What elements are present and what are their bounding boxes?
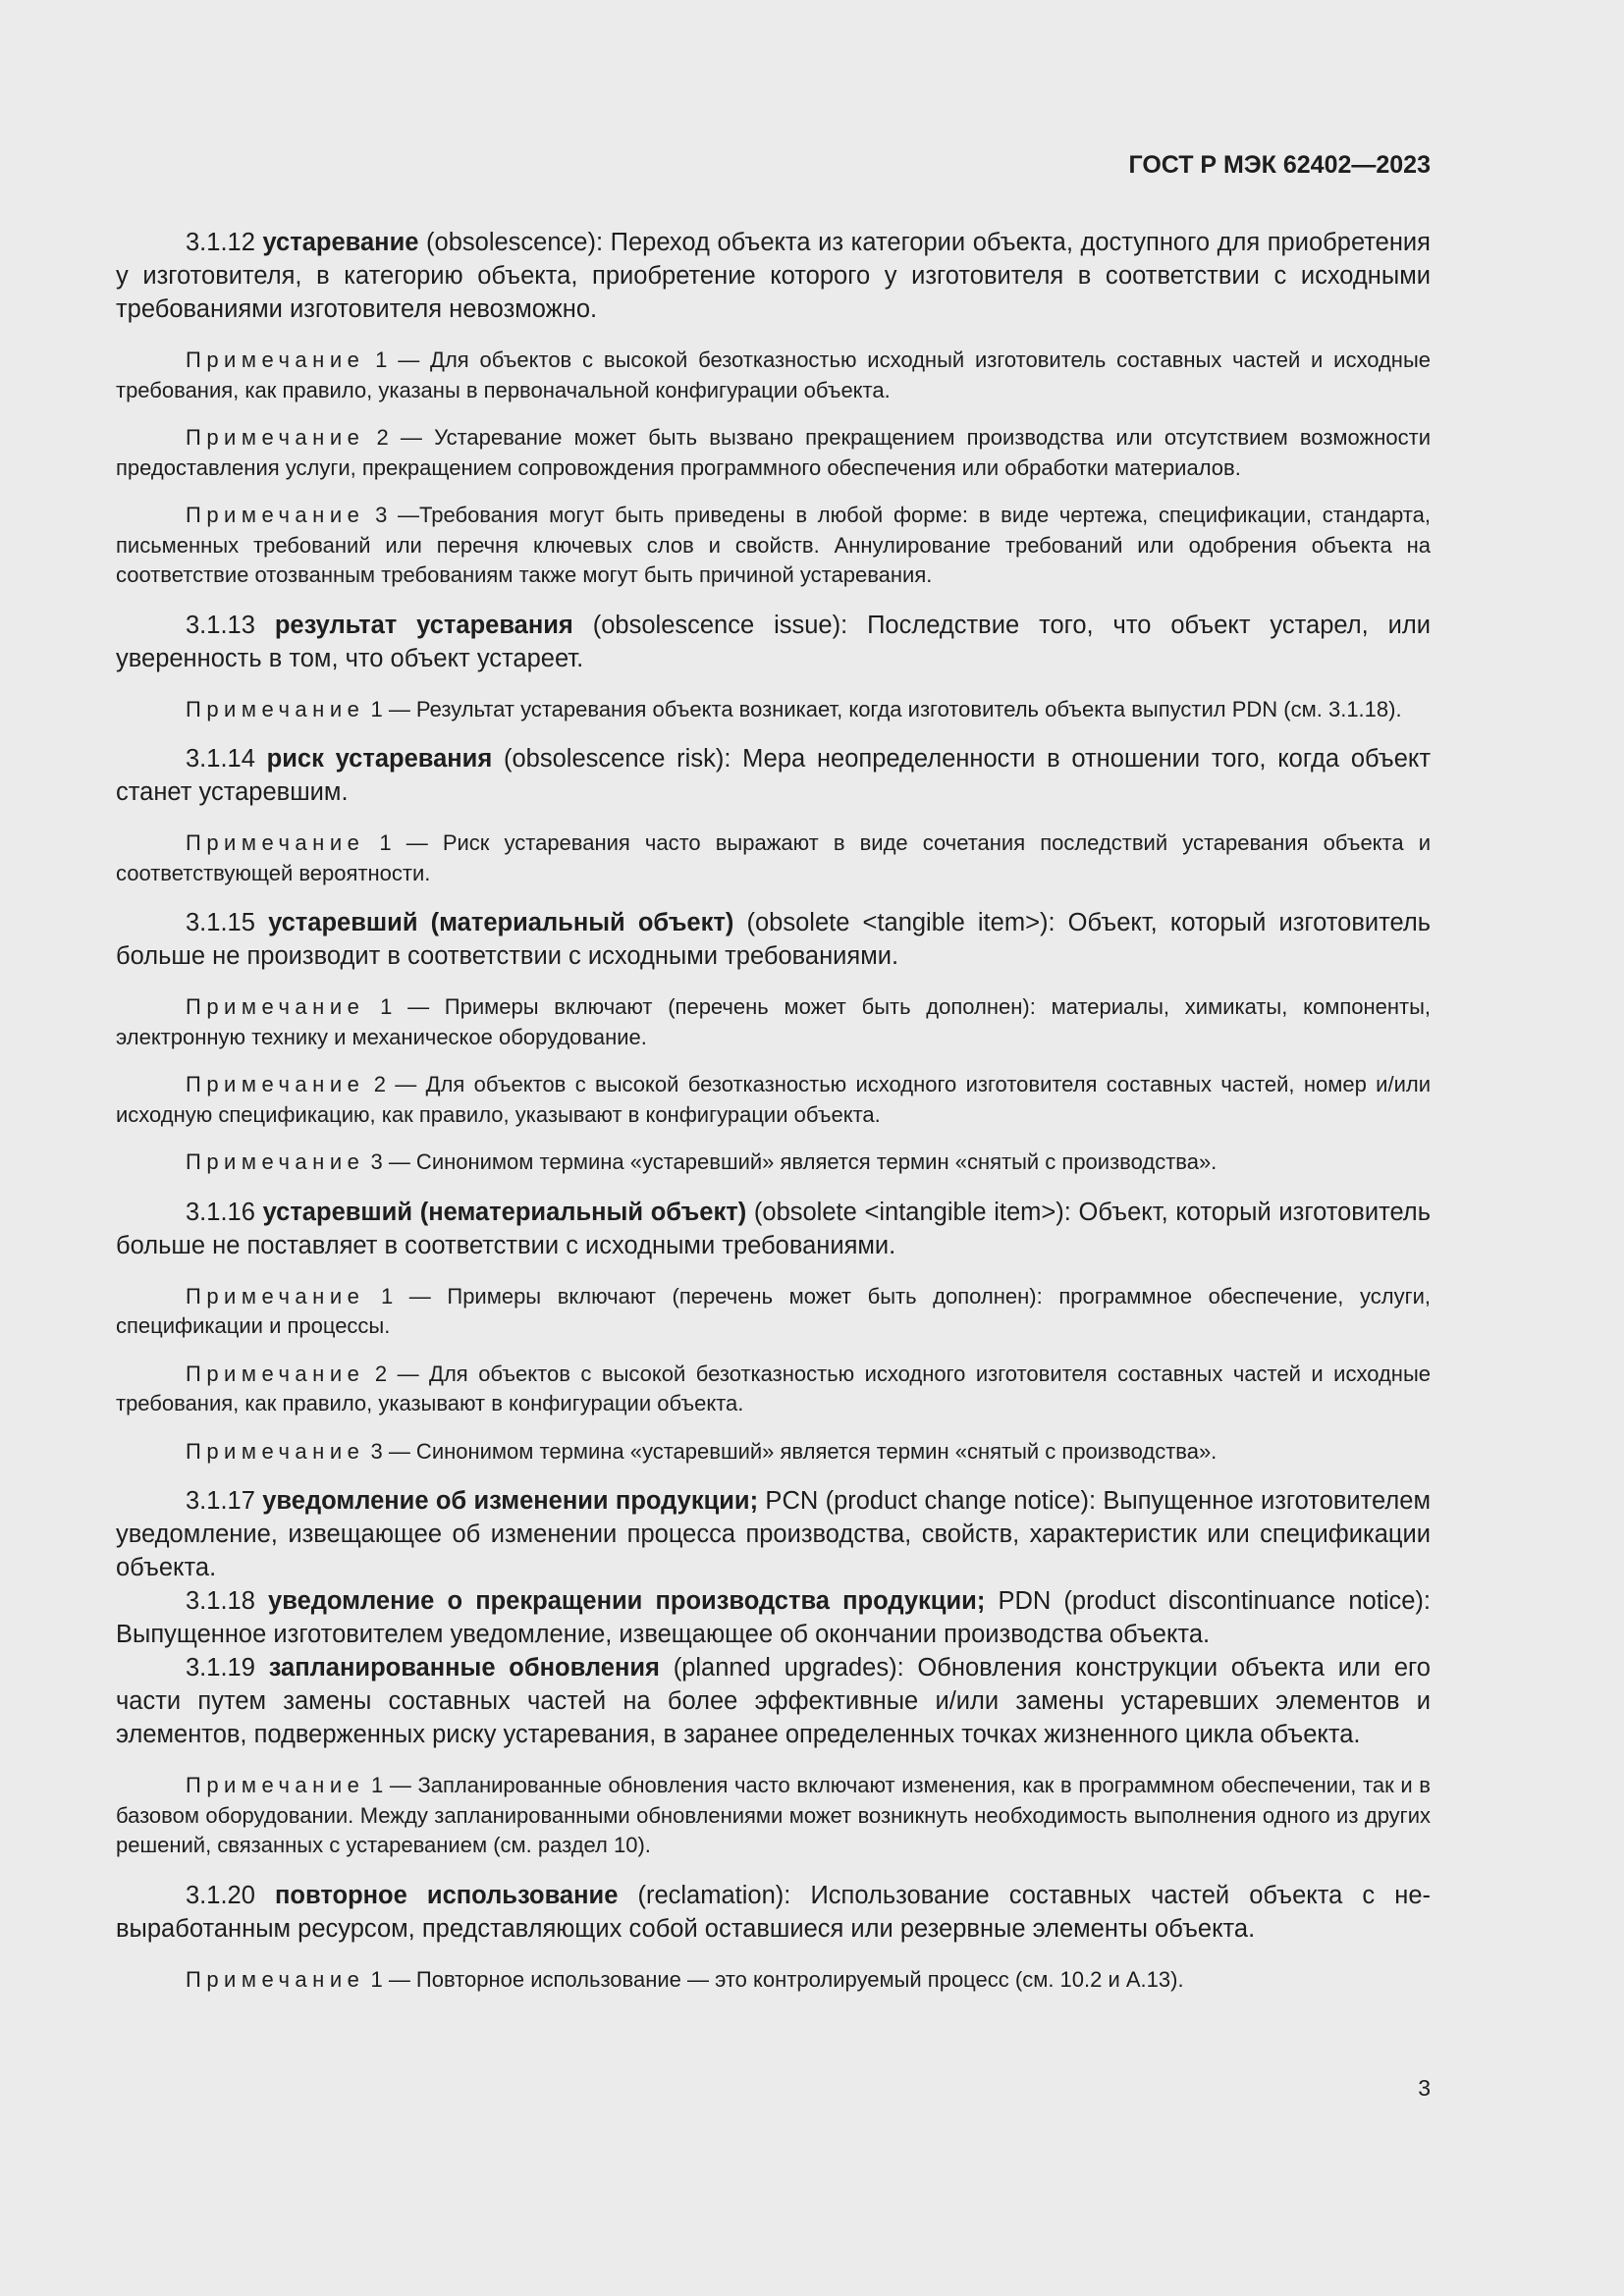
note-text: — Для объектов с высокой безотказностью исходного изготовителя составных частей и исходные требования, как правило, указывают в конфигурации объекта. bbox=[116, 1361, 1431, 1415]
term-entry-3-1-16 bbox=[116, 1196, 1431, 1262]
note-number: 1 bbox=[364, 696, 383, 721]
term-number: 3.1.20 bbox=[186, 1881, 255, 1909]
term-entry-3-1-18 bbox=[116, 1584, 1431, 1651]
page-number: 3 bbox=[1418, 2075, 1431, 2101]
term-definition: (obsolete <intangible item>): Объект, который изготовитель больше не поставляет в соответствии с исходными требованиями. bbox=[116, 1198, 1431, 1259]
term-definition: (obsolescence): Переход объекта из категории объекта, доступного для приобретения у изготовителя, в категорию объекта, приобретение которого у изготовителя в соответствии с исходными требованиями изготовителя невозможно. bbox=[116, 229, 1431, 323]
note bbox=[116, 346, 1431, 405]
term-entry-3-1-17 bbox=[116, 1484, 1431, 1584]
term-number: 3.1.15 bbox=[186, 909, 255, 936]
note-label: Примечание bbox=[186, 1773, 365, 1797]
term-number: 3.1.16 bbox=[186, 1198, 255, 1226]
note-number: 1 bbox=[364, 1966, 383, 1992]
standard-designation: ГОСТ Р МЭК 62402—2023 bbox=[1128, 151, 1431, 179]
note bbox=[116, 501, 1431, 591]
note-number: 2 bbox=[364, 1361, 388, 1386]
note-number: 1 bbox=[364, 1773, 384, 1797]
term-entry-3-1-13 bbox=[116, 609, 1431, 675]
note bbox=[116, 1070, 1431, 1130]
note-label: Примечание bbox=[186, 503, 365, 527]
term-definition: PDN (product discontinuance notice): Выпущенное изготовителем уведомление, извещающее об окончании производства объекта. bbox=[116, 1587, 1431, 1648]
term-number: 3.1.12 bbox=[186, 229, 255, 256]
term-name: запланированные обновления bbox=[268, 1654, 660, 1682]
note-text: — Устаревание может быть вызвано прекращением производства или отсутствием возможности предоставления услуги, прекращением сопровождения программного обеспечения или обработки материалов. bbox=[116, 425, 1431, 480]
note-text: — Для объектов с высокой безотказностью исходного изготовителя составных частей, номер и/или исходную спецификацию, как правило, указывают в конфигурации объекта. bbox=[116, 1072, 1431, 1127]
term-name: устаревший (материальный объект) bbox=[268, 909, 734, 936]
term-name: повторное использование bbox=[275, 1881, 619, 1909]
note-number: 3 bbox=[364, 1149, 383, 1174]
note bbox=[116, 1148, 1431, 1178]
term-name: уведомление о прекращении производства продукции; bbox=[268, 1587, 986, 1615]
term-entry-3-1-20 bbox=[116, 1879, 1431, 1946]
note-label: Примечание bbox=[186, 994, 365, 1019]
note-number: 2 bbox=[364, 1072, 386, 1096]
note-label: Примечание bbox=[186, 425, 365, 450]
note-text: — Синонимом термина «устаревший» является термин «снятый с производства». bbox=[382, 1149, 1218, 1174]
term-entry-3-1-12 bbox=[116, 226, 1431, 326]
note-number: 1 bbox=[364, 994, 393, 1019]
note-label: Примечание bbox=[186, 347, 365, 372]
term-name: устаревание bbox=[262, 229, 419, 256]
term-definition: (obsolescence issue): Последствие того, что объект устарел, или уверенность в том, что объект устареет. bbox=[116, 611, 1431, 672]
note-number: 1 bbox=[364, 830, 392, 855]
note-label: Примечание bbox=[186, 1966, 365, 1992]
note bbox=[116, 423, 1431, 483]
term-name: уведомление об изменении продукции; bbox=[262, 1487, 759, 1515]
term-entry-3-1-19 bbox=[116, 1651, 1431, 1751]
note bbox=[116, 1282, 1431, 1342]
term-entry-3-1-14 bbox=[116, 742, 1431, 809]
note bbox=[116, 695, 1431, 725]
note-text: — Риск устаревания часто выражают в виде сочетания последствий устаревания объекта и соответствующей вероятности. bbox=[116, 830, 1431, 885]
term-name: риск устаревания bbox=[266, 745, 493, 773]
note bbox=[116, 992, 1431, 1052]
term-definition: (reclamation): Использование составных частей объекта с невыработанным ресурсом, представляющих собой оставшиеся или резервные элементы объекта. bbox=[116, 1881, 1432, 1943]
note-label: Примечание bbox=[186, 1283, 365, 1308]
note-number: 3 bbox=[364, 1438, 383, 1464]
note-text: — Для объектов с высокой безотказностью исходный изготовитель составных частей и исходные требования, как правило, указаны в первоначальной конфигурации объекта. bbox=[116, 347, 1431, 402]
note-text: — Результат устаревания объекта возникает, когда изготовитель объекта выпустил PDN (см. 3.1.18). bbox=[382, 696, 1402, 721]
note-number: 1 bbox=[364, 347, 388, 372]
term-definition: (obsolescence risk): Мера неопределенности в отношении того, когда объект станет устаревшим. bbox=[116, 745, 1431, 806]
term-definition: (planned upgrades): Обновления конструкции объекта или его части путем замены составных частей на более эффективные и/или замены устаревших элементов и элементов, подверженных риску устаревания, в заранее определенных точках жизненного цикла объекта. bbox=[116, 1654, 1431, 1748]
term-definition: (obsolete <tangible item>): Объект, который изготовитель больше не производит в соответствии с исходными требованиями. bbox=[116, 909, 1432, 970]
term-entry-3-1-15 bbox=[116, 906, 1431, 973]
term-number: 3.1.17 bbox=[186, 1487, 255, 1515]
note-label: Примечание bbox=[186, 1438, 365, 1464]
note-number: 1 bbox=[364, 1283, 394, 1308]
note bbox=[116, 1771, 1431, 1861]
note-label: Примечание bbox=[186, 1149, 365, 1174]
note-text: — Синонимом термина «устаревший» является термин «снятый с производства». bbox=[382, 1438, 1218, 1464]
note bbox=[116, 1360, 1431, 1419]
note bbox=[116, 1437, 1431, 1468]
term-name: устаревший (нематериальный объект) bbox=[262, 1198, 747, 1226]
note bbox=[116, 828, 1431, 888]
term-number: 3.1.14 bbox=[186, 745, 255, 773]
note-label: Примечание bbox=[186, 830, 365, 855]
term-number: 3.1.19 bbox=[186, 1654, 255, 1682]
note-text: — Примеры включают (перечень может быть дополнен): материалы, химикаты, компоненты, электронную технику и механическое оборудование. bbox=[116, 994, 1431, 1049]
note-label: Примечание bbox=[186, 696, 365, 721]
note-number: 3 bbox=[364, 503, 388, 527]
note-text: — Примеры включают (перечень может быть дополнен): программное обеспечение, услуги, спецификации и процессы. bbox=[116, 1283, 1431, 1338]
note-number: 2 bbox=[364, 425, 389, 450]
note-label: Примечание bbox=[186, 1361, 365, 1386]
note-text: — Повторное использование — это контролируемый процесс (см. 10.2 и А.13). bbox=[382, 1966, 1184, 1992]
note-text: — Запланированные обновления часто включают изменения, как в программном обеспечении, так и в базовом оборудовании. Между запланированными обновлениями может возникнуть необходимость выполнения одного из других решений, связанных с устареванием (см. раздел 10). bbox=[116, 1773, 1431, 1857]
term-number: 3.1.18 bbox=[186, 1587, 255, 1615]
term-definition: PCN (product change notice): Выпущенное изготовителем уведомление, извещающее об изменении процесса производства, свойств, характеристик или спецификации объекта. bbox=[116, 1487, 1431, 1581]
note-label: Примечание bbox=[186, 1072, 365, 1096]
note bbox=[116, 1965, 1431, 1996]
term-number: 3.1.13 bbox=[186, 611, 255, 639]
term-name: результат устаревания bbox=[274, 611, 573, 639]
note-text: —Требования могут быть приведены в любой форме: в виде чертежа, спецификации, стандарта, письменных требований или перечня ключевых слов и свойств. Аннулирование требований или одобрения объекта на соответствие отозванным требованиям также могут быть причиной устаревания. bbox=[116, 503, 1431, 587]
